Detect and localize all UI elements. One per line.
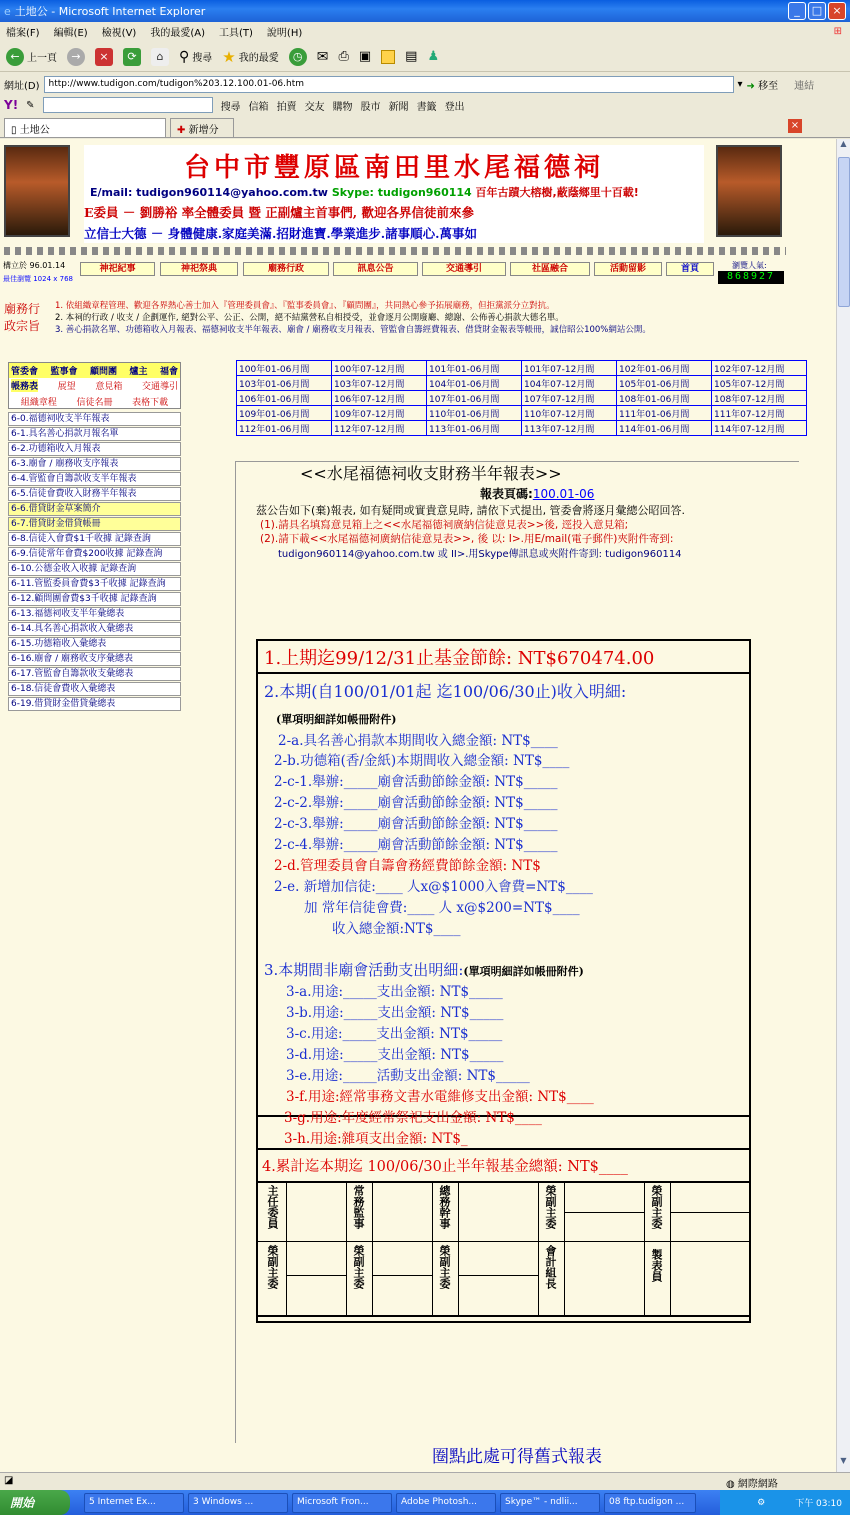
sig-supervisor: 常務監事 [352, 1185, 365, 1229]
section-1 [258, 641, 749, 674]
home-button[interactable]: ⌂ [151, 48, 169, 66]
standard-toolbar [0, 42, 850, 72]
status-zone: ◍ 網際網路 [726, 1479, 778, 1490]
yahoo-item-auction[interactable]: 拍賣 [276, 101, 297, 113]
report-intro-3: tudigon960114@yahoo.com.tw 或 II>.用Skype傳訊息或夾附件寄到: tudigon960114 [278, 549, 682, 560]
browse-res: 最佳瀏覽 1024 x 768 [3, 275, 73, 283]
income-2c4: 2-c-4.舉辦:_____廟會活動節餘金額: NT$_____ [274, 837, 558, 853]
period-link[interactable]: 101年07-12月間 [522, 361, 617, 376]
start-button[interactable]: 開始 [0, 1490, 70, 1515]
period-link[interactable]: 102年01-06月間 [617, 361, 712, 376]
ie-icon: e [4, 4, 11, 18]
lnav-6-4[interactable]: 6-4.管監會自籌款收支半年報表 [8, 472, 181, 486]
income-note: (單項明細詳如帳冊附件) [276, 713, 397, 726]
lnav-6-17[interactable]: 6-17.管監會自籌款收支彙總表 [8, 667, 181, 681]
yahoo-item-mail[interactable]: 信箱 [248, 101, 269, 113]
period-link[interactable]: 114年01-06月間 [617, 421, 712, 436]
period-link[interactable]: 103年01-06月間 [237, 376, 332, 391]
tab-active[interactable]: ▯ 土地公 [4, 118, 166, 137]
period-row [237, 391, 807, 406]
period-link[interactable]: 110年01-06月間 [427, 406, 522, 421]
window-titlebar [0, 0, 850, 22]
period-table [236, 360, 807, 436]
lnav-6-8[interactable]: 6-8.信徒入會費$1千收據 記錄查詢 [8, 532, 181, 546]
sig-accountant: 會計組長 [544, 1245, 557, 1289]
windows-logo-icon: ⊞ [833, 25, 842, 37]
taskbar-item[interactable]: Adobe Photosh... [396, 1493, 496, 1513]
decor-strip [4, 247, 786, 255]
lnav-6-6[interactable]: 6-6.借貸財金草案簡介 [8, 502, 181, 516]
print-button[interactable]: ⎙ [338, 49, 349, 64]
back-button[interactable]: ← 上一頁 [6, 48, 57, 66]
banner-marquee-2: 立信士大德 － 身體健康.家庭美滿.招財進寶.學業進步.諸事順心.萬事如 [84, 226, 477, 241]
yahoo-toolbar [0, 95, 850, 115]
period-link[interactable]: 110年07-12月間 [522, 406, 617, 421]
period-link[interactable]: 104年01-06月間 [427, 376, 522, 391]
period-link[interactable]: 100年07-12月間 [332, 361, 427, 376]
scroll-thumb[interactable] [838, 157, 850, 307]
nav-community[interactable]: 社區融合 [510, 262, 590, 276]
menu-file[interactable]: 檔案(F) [6, 27, 40, 39]
report-title: <<水尾福德祠收支財務半年報表>> [300, 464, 562, 483]
period-link[interactable]: 112年01-06月間 [237, 421, 332, 436]
stop-button[interactable]: × [95, 48, 113, 66]
menu-favorites[interactable]: 我的最愛(A) [150, 27, 205, 39]
income-2c2: 2-c-2.舉辦:_____廟會活動節餘金額: NT$_____ [274, 795, 558, 811]
period-link[interactable]: 113年07-12月間 [522, 421, 617, 436]
report-pageno: 報表頁碼:100.01-06 [480, 487, 595, 501]
lnav-6-9[interactable]: 6-9.信徒常年會費$200收據 記錄查詢 [8, 547, 181, 561]
tray-icon[interactable]: ⚙ [757, 1497, 766, 1508]
lnav-6-18[interactable]: 6-18.信徒會費收入彙總表 [8, 682, 181, 696]
yahoo-logo-icon[interactable]: Y! [4, 98, 19, 112]
period-link[interactable]: 106年01-06月間 [237, 391, 332, 406]
menu-bar [0, 22, 850, 40]
sig-vice-chair-4: 榮副主委 [352, 1245, 365, 1289]
edit-button[interactable]: ▣ [358, 49, 372, 64]
committee-grid [8, 362, 181, 409]
page-status-icon: ◪ [4, 1475, 14, 1486]
mission-tag: 廟務行 政宗旨 [4, 302, 41, 333]
yahoo-item-dating[interactable]: 交友 [304, 101, 325, 113]
lnav-6-11[interactable]: 6-11.管監委員會費$3千收據 記錄查詢 [8, 577, 181, 591]
sig-vice-chair-3: 榮副主委 [266, 1245, 279, 1289]
close-button[interactable]: × [828, 2, 846, 20]
taskbar-item[interactable]: 08 ftp.tudigon ... [604, 1493, 696, 1513]
nav-home[interactable]: 首頁 [666, 262, 714, 276]
lnav-6-13[interactable]: 6-13.福德祠收支半年彙總表 [8, 607, 181, 621]
back-arrow-icon: ← [6, 48, 24, 66]
lnav-6-15[interactable]: 6-15.功德箱收入彙總表 [8, 637, 181, 651]
period-row [237, 406, 807, 421]
link-guide[interactable]: 交通導引 [141, 382, 178, 392]
income-2b: 2-b.功德箱(香/金紙)本期間收入總金額: NT$____ [274, 753, 570, 769]
link-download[interactable]: 表格下載 [132, 398, 169, 408]
taskbar-item[interactable]: Microsoft Fron... [292, 1493, 392, 1513]
period-link[interactable]: 103年07-12月間 [332, 376, 427, 391]
go-button[interactable]: ➜ 移至 [746, 80, 779, 92]
yahoo-item-logout[interactable]: 登出 [444, 101, 465, 113]
banner-slogan: 百年古蹟大榕樹,蔽蔭鄉里十百載! [475, 186, 639, 199]
link-charter[interactable]: 組織章程 [20, 398, 57, 408]
menu-edit[interactable]: 編輯(E) [53, 27, 88, 39]
yahoo-item-bookmarks[interactable]: 書籤 [416, 101, 437, 113]
expense-3a: 3-a.用途:_____支出金額: NT$_____ [286, 984, 503, 1000]
yahoo-item-shopping[interactable]: 購物 [332, 101, 353, 113]
sig-general-affairs: 總務幹事 [438, 1185, 451, 1229]
period-row [237, 376, 807, 391]
links-label[interactable]: 連結 [794, 80, 815, 92]
link-suggestion[interactable]: 意見箱 [95, 382, 123, 392]
finance-report [256, 639, 751, 1117]
lnav-6-0[interactable]: 6-0.福德祠收支半年報表 [8, 412, 181, 426]
period-link[interactable]: 107年07-12月間 [522, 391, 617, 406]
period-link[interactable]: 107年01-06月間 [427, 391, 522, 406]
taskbar-item[interactable]: Skype™ - ndlii... [500, 1493, 600, 1513]
pencil-icon[interactable]: ✎ [26, 99, 35, 111]
period-link[interactable]: 113年01-06月間 [427, 421, 522, 436]
page-icon: ▯ [11, 125, 17, 136]
menu-view[interactable]: 檢視(V) [101, 27, 137, 39]
period-link[interactable]: 102年07-12月間 [712, 361, 807, 376]
expense-3h: 3-h.用途:雜項支出金額: NT$_ [284, 1131, 468, 1147]
lnav-6-14[interactable]: 6-14.具名善心捐款收入彙總表 [8, 622, 181, 636]
lnav-6-16[interactable]: 6-16.廟會 / 廟務收支序彙總表 [8, 652, 181, 666]
address-dropdown-icon[interactable]: ▾ [737, 78, 743, 90]
expense-3c: 3-c.用途:_____支出金額: NT$_____ [286, 1026, 503, 1042]
sig-chair: 主任委員 [266, 1185, 279, 1229]
forward-button[interactable]: → [67, 48, 85, 66]
research-button[interactable]: ▤ [405, 49, 418, 64]
yahoo-search-button[interactable]: 搜尋 [220, 101, 241, 113]
taskbar-item[interactable]: 5 Internet Ex... [84, 1493, 184, 1513]
link-supervisors[interactable]: 監事會 [50, 367, 78, 377]
income-2c1: 2-c-1.舉辦:_____廟會活動節餘金額: NT$_____ [274, 774, 558, 790]
nav-ceremony[interactable]: 神祀祭典 [160, 262, 238, 276]
address-input[interactable]: http://www.tudigon.com/tudigon%203.12.100.01-06.htm [44, 76, 734, 93]
close-tab-icon[interactable]: × [788, 119, 802, 133]
period-link[interactable]: 105年01-06月間 [617, 376, 712, 391]
globe-icon: ◍ [726, 1479, 735, 1490]
period-link[interactable]: 111年01-06月間 [617, 406, 712, 421]
history-button[interactable]: ◷ [289, 48, 307, 66]
scroll-down-arrow[interactable]: ▼ [840, 1456, 847, 1465]
period-link[interactable]: 105年07-12月間 [712, 376, 807, 391]
link-roster[interactable]: 信徒名冊 [76, 398, 113, 408]
period-link[interactable]: 101年01-06月間 [427, 361, 522, 376]
income-2d: 2-d.管理委員會自籌會務經費節餘金額: NT$ [274, 858, 541, 874]
lnav-6-19[interactable]: 6-19.借貸財金借貸彙總表 [8, 697, 181, 711]
sig-preparer: 製表員 [650, 1249, 663, 1282]
address-label: 網址(D) [4, 80, 40, 92]
income-2e: 2-e. 新增加信徒:____ 人x@$1000入會費=NT$____ [274, 879, 593, 895]
expense-3d: 3-d.用途:_____支出金額: NT$_____ [286, 1047, 504, 1063]
expense-heading: 3.本期間非廟會活動支出明細:(單項明細詳如帳冊附件) [264, 961, 584, 979]
tab-bar [0, 116, 850, 138]
nav-photos[interactable]: 活動留影 [594, 262, 662, 276]
period-link[interactable]: 109年01-06月間 [237, 406, 332, 421]
search-button[interactable]: ⚲ 搜尋 [179, 48, 213, 65]
star-icon: ★ [222, 47, 236, 66]
period-link[interactable]: 109年07-12月間 [332, 406, 427, 421]
lnav-6-12[interactable]: 6-12.顧問團會費$3千收據 記錄查詢 [8, 592, 181, 606]
report-intro-1: (1).請具名填寫意見箱上之<<水尾福德祠廣納信徒意見表>>後, 逕投入意見箱; [260, 519, 629, 531]
link-committee[interactable]: 管委會 [11, 367, 39, 377]
prior-balance: 1.上期迄99/12/31止基金節餘: NT$670474.00 [264, 648, 655, 669]
new-tab-button[interactable]: ✚ 新增分 [170, 118, 234, 137]
deity-image-left [4, 145, 70, 237]
period-link[interactable]: 108年07-12月間 [712, 391, 807, 406]
period-row [237, 361, 807, 376]
income-total: 收入總金額:NT$____ [332, 921, 461, 937]
lnav-6-7[interactable]: 6-7.借貸財金借貸帳冊 [8, 517, 181, 531]
cumulative-total: 4.累計迄本期迄 100/06/30止半年報基金總額: NT$____ [262, 1159, 628, 1175]
income-2e-annual: 加 常年信徒會費:____ 人 x@$200=NT$____ [304, 900, 580, 916]
address-bar [0, 74, 850, 94]
period-row [237, 421, 807, 436]
expense-3b: 3-b.用途:_____支出金額: NT$_____ [286, 1005, 504, 1021]
signature-grid [256, 1183, 751, 1317]
mission-lines: 1. 依組織章程管理、歡迎各界熱心善士加入『管理委員會』、『監事委員會』、『顧問團』，共同熱心參予拓展廟務，但拒黨派分立對抗。 2. 本祠的行政 / 收支 / 企劃運作, 絕對公平、公正、公開，絕不結黨營私自相授受，並會逐月公開廢廳、總謝、公佈善心捐款大德名單。 3. 善心捐款名單、功德箱收入月報表、福德祠收支半年報表、廟會 / 廟務收支月報表、管監會自籌經費報表、借貸財金報表等帳冊，誠信昭公100%網站公開。 [55, 301, 651, 335]
nav-admin[interactable]: 廟務行政 [243, 262, 329, 276]
clock: 下午 03:10 [795, 1499, 842, 1509]
banner-skype: Skype: tudigon960114 [331, 186, 472, 199]
period-link[interactable]: 114年07-12月間 [712, 421, 807, 436]
nav-traffic[interactable]: 交通導引 [422, 262, 506, 276]
link-accounts[interactable]: 帳務表 [11, 379, 38, 392]
period-link[interactable]: 106年07-12月間 [332, 391, 427, 406]
deity-image-right [716, 145, 782, 237]
page-content [0, 139, 836, 1472]
maximize-button[interactable]: □ [808, 2, 826, 20]
visitor-counter: 868927 [718, 271, 784, 284]
plus-icon: ✚ [177, 125, 186, 136]
expense-3f: 3-f.用途:經常事務文書水電維修支出金額: NT$____ [286, 1089, 594, 1105]
period-link[interactable]: 111年07-12月間 [712, 406, 807, 421]
report-intro-2: (2).請下載<<水尾福德祠廣納信徒意見表>>, 後 以: I>.用E/mail(電子郵件)夾附件寄到: [260, 533, 674, 545]
income-heading: 2.本期(自100/01/01起 迄100/06/30止)收入明細: [264, 682, 627, 701]
mail-button[interactable]: ✉ [316, 48, 329, 65]
notes-button[interactable] [381, 50, 395, 64]
nav-news[interactable]: 訊息公告 [333, 262, 418, 276]
lnav-6-1[interactable]: 6-1.具名善心捐款月報名單 [8, 427, 181, 441]
income-2a: 2-a.具名善心捐款本期間收入總金額: NT$____ [278, 733, 558, 749]
income-2c3: 2-c-3.舉辦:_____廟會活動節餘金額: NT$_____ [274, 816, 558, 832]
built-date: 構立於 96.01.14 [3, 261, 66, 270]
messenger-button[interactable]: ♟ [427, 49, 440, 64]
favorites-button[interactable]: ★ 我的最愛 [222, 47, 279, 66]
window-title: 土地公 - Microsoft Internet Explorer [14, 5, 206, 18]
banner-email: E/mail: tudigon960114@yahoo.com.tw [90, 186, 328, 199]
lnav-6-5[interactable]: 6-5.信徒會費收入財務半年報表 [8, 487, 181, 501]
link-outlook[interactable]: 展望 [57, 382, 76, 392]
link-fuhui[interactable]: 福會 [159, 367, 178, 377]
taskbar [0, 1490, 850, 1515]
expense-3g: 3-g.用途:年度經常祭祀支出金額: NT$____ [284, 1110, 542, 1126]
menu-help[interactable]: 說明(H) [266, 27, 303, 39]
expense-3e: 3-e.用途:_____活動支出金額: NT$_____ [286, 1068, 530, 1084]
link-burner[interactable]: 爐主 [129, 367, 148, 377]
lnav-6-2[interactable]: 6-2.功德箱收入月報表 [8, 442, 181, 456]
yahoo-item-news[interactable]: 新聞 [388, 101, 409, 113]
menu-tools[interactable]: 工具(T) [219, 27, 253, 39]
system-tray [720, 1490, 850, 1515]
temple-title: 台中市豐原區南田里水尾福德祠 [183, 153, 604, 183]
refresh-button[interactable]: ⟳ [123, 48, 141, 66]
taskbar-item[interactable]: 3 Windows ... [188, 1493, 288, 1513]
sig-vice-chair-5: 榮副主委 [438, 1245, 451, 1289]
banner [84, 145, 704, 243]
sig-vice-chair-1: 榮副主委 [544, 1185, 557, 1229]
period-link[interactable]: 112年07-12月間 [332, 421, 427, 436]
lnav-6-3[interactable]: 6-3.廟會 / 廟務收支序報表 [8, 457, 181, 471]
vertical-scrollbar[interactable] [836, 139, 850, 1472]
yahoo-item-stocks[interactable]: 股市 [360, 101, 381, 113]
minimize-button[interactable]: _ [788, 2, 806, 20]
magnifier-icon: ⚲ [179, 48, 190, 65]
period-link[interactable]: 100年01-06月間 [237, 361, 332, 376]
sig-vice-chair-2: 榮副主委 [650, 1185, 663, 1229]
banner-marquee-1: E委員 － 劉勝裕 率全體委員 暨 正副爐主首事們, 歡迎各界信徒前來參 [84, 205, 474, 220]
report-intro: 茲公告如下(棄)報表, 如有疑問或實貴意見時, 請依下式提出, 管委會將逐月彙總公昭回答. [256, 504, 686, 517]
period-link[interactable]: 104年07-12月間 [522, 376, 617, 391]
visitor-label: 瀏覽人氣: [732, 261, 767, 270]
status-bar [0, 1472, 850, 1490]
total-divider [256, 1148, 751, 1150]
period-link[interactable]: 108年01-06月間 [617, 391, 712, 406]
nav-chronicle[interactable]: 神祀紀事 [80, 262, 155, 276]
old-report-link[interactable]: 圈點此處可得舊式報表 [432, 1447, 602, 1467]
scroll-up-arrow[interactable]: ▲ [840, 139, 847, 148]
link-advisors[interactable]: 顧問團 [89, 367, 117, 377]
yahoo-search-input[interactable] [43, 97, 213, 113]
lnav-6-10[interactable]: 6-10.公德金收入收據 記錄查詢 [8, 562, 181, 576]
